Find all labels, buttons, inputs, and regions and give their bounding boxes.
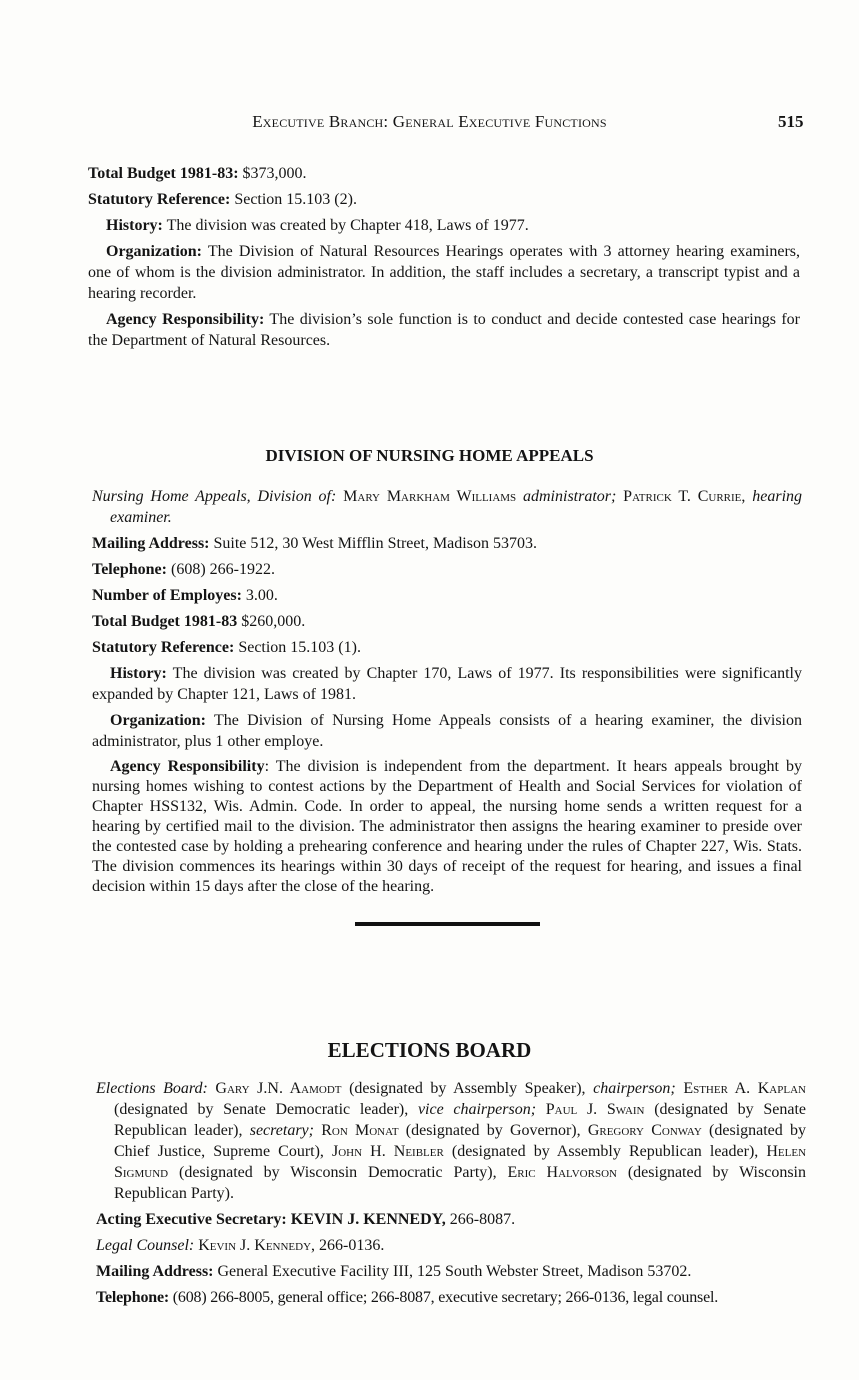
total-budget: Total Budget 1981-83: $373,000. [88, 165, 307, 182]
total-budget: Total Budget 1981-83 $260,000. [92, 613, 306, 630]
elections-board-title: ELECTIONS BOARD [327, 1038, 532, 1062]
nursing-home-appeals-section [92, 486, 802, 902]
nursing-home-appeals-title: DIVISION OF NURSING HOME APPEALS [265, 446, 594, 465]
acting-executive-secretary: Acting Executive Secretary: KEVIN J. KENNEDY, 266-8087. [96, 1211, 516, 1228]
telephone: Telephone: (608) 266-8005, general office; 266-8087, executive secretary; 266-0136, legal counsel. [96, 1289, 719, 1306]
statutory-reference: Statutory Reference: Section 15.103 (1). [92, 639, 361, 656]
agency-responsibility: Agency Responsibility: The division is independent from the department. It hears appeals brought by nursing homes wishing to contest actions by the Department of Health and Social Services for violation of Chapter HSS132, Wis. Admin. Code. In order to appeal, the nursing home sends a written request for a hearing by certified mail to the division. The administrator then assigns the hearing examiner to preside over the contested case by holding a prehearing conference and hearing under the rules of Chapter 227, Wis. Stats. The division commences its hearings within 30 days of receipt of the request for hearing, and issues a final decision within 15 days after the close of the hearing. [92, 758, 802, 895]
division-members: Nursing Home Appeals, Division of: Mary Markham Williams administrator; Patrick T. Currie, hearing examiner. [92, 488, 803, 526]
running-head-topic: General Executive Functions [392, 112, 607, 131]
agency-responsibility: Agency Responsibility: The division’s sole function is to conduct and decide contested case hearings for the Department of Natural Resources. [88, 311, 800, 349]
history: History: The division was created by Chapter 418, Laws of 1977. [106, 217, 529, 234]
mailing-address: Mailing Address: Suite 512, 30 West Mifflin Street, Madison 53703. [92, 535, 537, 552]
organization: Organization: The Division of Nursing Home Appeals consists of a hearing examiner, the division administrator, plus 1 other employe. [92, 712, 802, 750]
natural-resources-hearings-section [88, 163, 800, 356]
mailing-address: Mailing Address: General Executive Facility III, 125 South Webster Street, Madison 53702. [96, 1263, 692, 1280]
running-head-branch: Executive Branch: [252, 112, 393, 131]
board-members: Elections Board: Gary J.N. Aamodt (designated by Assembly Speaker), chairperson; Esther A. Kaplan (designated by Senate Democratic leader), vice chairperson; Paul J. Swain (designated by Senate Republican leader), secretary; Ron Monat (designated by Governor), Gregory Conway (designated by Chief Justice, Supreme Court), John H. Neibler (designated by Assembly Republican leader), Helen Sigmund (designated by Wisconsin Democratic Party), Eric Halvorson (designated by Wisconsin Republican Party). [96, 1080, 807, 1202]
telephone: Telephone: (608) 266-1922. [92, 561, 275, 578]
legal-counsel: Legal Counsel: Kevin J. Kennedy, 266-0136. [96, 1237, 385, 1254]
section-divider [355, 922, 540, 926]
number-of-employes: Number of Employes: 3.00. [92, 587, 278, 604]
history: History: The division was created by Chapter 170, Laws of 1977. Its responsibilities were significantly expanded by Chapter 121, Laws of 1981. [92, 665, 802, 703]
organization: Organization: The Division of Natural Resources Hearings operates with 3 attorney hearing examiners, one of whom is the division administrator. In addition, the staff includes a secretary, a transcript typist and a hearing recorder. [88, 243, 800, 302]
elections-board-section [96, 1078, 806, 1313]
running-head [0, 111, 859, 132]
statutory-reference: Statutory Reference: Section 15.103 (2). [88, 191, 357, 208]
page-number: 515 [778, 112, 804, 131]
